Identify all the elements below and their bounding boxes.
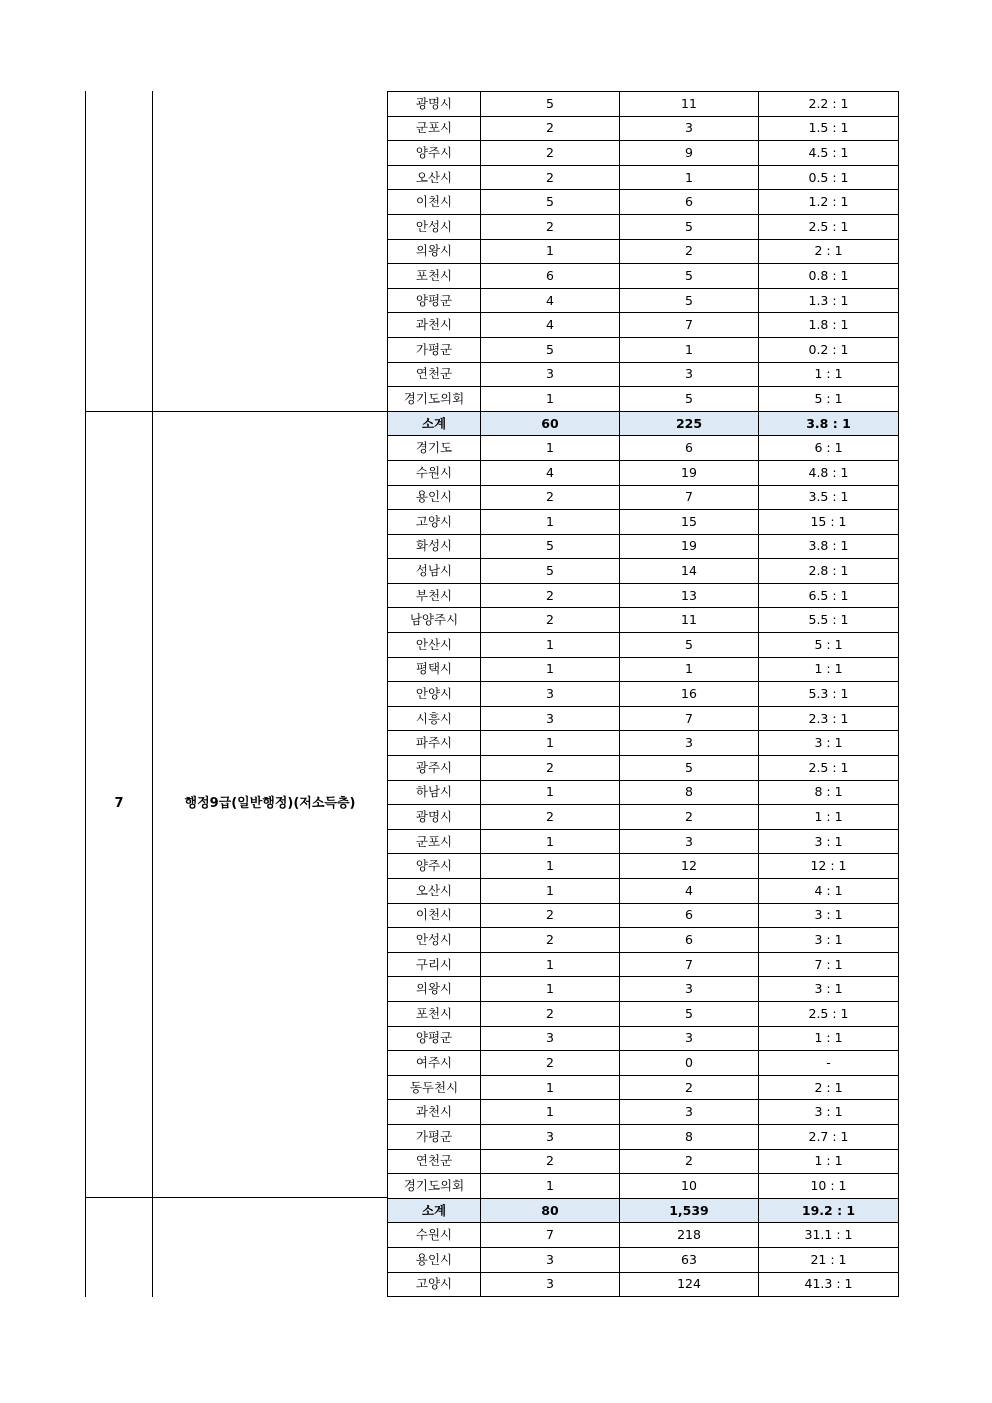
table-row — [388, 141, 899, 166]
applicants-cell: 4 — [620, 879, 759, 904]
region-cell: 양주시 — [388, 141, 481, 166]
ratio-cell: 2 : 1 — [759, 1075, 899, 1100]
table-row — [388, 1001, 899, 1026]
region-cell: 남양주시 — [388, 608, 481, 633]
positions-cell: 3 — [481, 1124, 620, 1149]
ratio-cell: 2.7 : 1 — [759, 1124, 899, 1149]
ratio-cell: 1.5 : 1 — [759, 116, 899, 141]
ratio-cell: 1 : 1 — [759, 1026, 899, 1051]
region-cell: 양주시 — [388, 854, 481, 879]
region-cell: 가평군 — [388, 1124, 481, 1149]
positions-cell: 3 — [481, 1247, 620, 1272]
table-row — [388, 879, 899, 904]
group-separator-top — [85, 411, 387, 412]
applicants-cell: 19 — [620, 534, 759, 559]
applicants-cell: 15 — [620, 510, 759, 535]
region-cell: 양평군 — [388, 288, 481, 313]
table-row — [388, 1124, 899, 1149]
ratio-cell: 0.2 : 1 — [759, 337, 899, 362]
applicants-cell: 5 — [620, 214, 759, 239]
region-cell: 소계 — [388, 411, 481, 436]
applicants-cell: 2 — [620, 1149, 759, 1174]
region-cell: 파주시 — [388, 731, 481, 756]
positions-cell: 6 — [481, 264, 620, 289]
positions-cell: 2 — [481, 141, 620, 166]
positions-cell: 2 — [481, 583, 620, 608]
positions-cell: 1 — [481, 510, 620, 535]
ratio-cell: 3 : 1 — [759, 829, 899, 854]
applicants-cell: 7 — [620, 485, 759, 510]
positions-cell: 1 — [481, 952, 620, 977]
ratio-cell: 3 : 1 — [759, 977, 899, 1002]
group-title: 행정9급(일반행정)(저소득층) — [184, 796, 356, 811]
positions-cell: 4 — [481, 313, 620, 338]
applicants-cell: 8 — [620, 1124, 759, 1149]
table-row — [388, 116, 899, 141]
positions-cell: 1 — [481, 633, 620, 658]
ratio-cell: 4.5 : 1 — [759, 141, 899, 166]
applicants-cell: 7 — [620, 313, 759, 338]
region-cell: 여주시 — [388, 1051, 481, 1076]
positions-cell: 7 — [481, 1223, 620, 1248]
ratio-cell: 5 : 1 — [759, 387, 899, 412]
positions-cell: 4 — [481, 288, 620, 313]
positions-cell: 5 — [481, 92, 620, 117]
ratio-cell: 2.5 : 1 — [759, 214, 899, 239]
region-cell: 안양시 — [388, 682, 481, 707]
positions-cell: 2 — [481, 1149, 620, 1174]
region-cell: 과천시 — [388, 313, 481, 338]
ratio-cell: 31.1 : 1 — [759, 1223, 899, 1248]
applicants-cell: 225 — [620, 411, 759, 436]
positions-cell: 1 — [481, 879, 620, 904]
applicants-cell: 3 — [620, 829, 759, 854]
table-row — [388, 1026, 899, 1051]
applicants-cell: 16 — [620, 682, 759, 707]
region-cell: 소계 — [388, 1198, 481, 1223]
number-column-divider — [152, 91, 153, 1297]
region-cell: 오산시 — [388, 879, 481, 904]
positions-cell: 5 — [481, 190, 620, 215]
positions-cell: 2 — [481, 165, 620, 190]
positions-cell: 5 — [481, 534, 620, 559]
table-row — [388, 92, 899, 117]
table-row — [388, 239, 899, 264]
region-cell: 수원시 — [388, 460, 481, 485]
region-cell: 안산시 — [388, 633, 481, 658]
positions-cell: 3 — [481, 1026, 620, 1051]
positions-cell: 1 — [481, 239, 620, 264]
region-cell: 성남시 — [388, 559, 481, 584]
ratio-cell: 3 : 1 — [759, 903, 899, 928]
region-cell: 용인시 — [388, 485, 481, 510]
applicants-cell: 6 — [620, 928, 759, 953]
applicants-cell: 11 — [620, 608, 759, 633]
positions-cell: 1 — [481, 657, 620, 682]
table-row — [388, 903, 899, 928]
applicants-cell: 1 — [620, 165, 759, 190]
table-row — [388, 829, 899, 854]
table-row — [388, 977, 899, 1002]
applicants-cell: 5 — [620, 288, 759, 313]
table-row — [388, 1174, 899, 1199]
region-cell: 광주시 — [388, 756, 481, 781]
positions-cell: 3 — [481, 362, 620, 387]
positions-cell: 1 — [481, 977, 620, 1002]
ratio-cell: 21 : 1 — [759, 1247, 899, 1272]
positions-cell: 2 — [481, 1001, 620, 1026]
table-row — [388, 1075, 899, 1100]
region-cell: 포천시 — [388, 264, 481, 289]
table-row — [388, 1272, 899, 1297]
applicants-cell: 1 — [620, 337, 759, 362]
table-row — [388, 756, 899, 781]
table-row — [388, 1247, 899, 1272]
positions-cell: 3 — [481, 682, 620, 707]
group-separator-bottom — [85, 1197, 387, 1198]
ratio-cell: 12 : 1 — [759, 854, 899, 879]
applicants-cell: 3 — [620, 1026, 759, 1051]
positions-cell: 5 — [481, 559, 620, 584]
table-row — [388, 657, 899, 682]
applicants-cell: 14 — [620, 559, 759, 584]
positions-cell: 1 — [481, 1174, 620, 1199]
region-cell: 군포시 — [388, 116, 481, 141]
positions-cell: 1 — [481, 1100, 620, 1125]
group-number: 7 — [114, 796, 124, 811]
table-row — [388, 608, 899, 633]
region-cell: 포천시 — [388, 1001, 481, 1026]
region-cell: 부천시 — [388, 583, 481, 608]
table-row — [388, 731, 899, 756]
applicants-cell: 6 — [620, 903, 759, 928]
table-row — [388, 583, 899, 608]
ratio-cell: 4.8 : 1 — [759, 460, 899, 485]
ratio-cell: 1.8 : 1 — [759, 313, 899, 338]
ratio-cell: 2.5 : 1 — [759, 1001, 899, 1026]
positions-cell: 2 — [481, 928, 620, 953]
region-cell: 경기도의회 — [388, 1174, 481, 1199]
ratio-cell: 3 : 1 — [759, 1100, 899, 1125]
region-cell: 동두천시 — [388, 1075, 481, 1100]
applicants-cell: 13 — [620, 583, 759, 608]
applicants-cell: 19 — [620, 460, 759, 485]
table-row — [388, 214, 899, 239]
positions-cell: 3 — [481, 1272, 620, 1297]
ratio-cell: 2.8 : 1 — [759, 559, 899, 584]
table-row — [388, 165, 899, 190]
positions-cell: 1 — [481, 854, 620, 879]
ratio-cell: 19.2 : 1 — [759, 1198, 899, 1223]
table-row — [388, 805, 899, 830]
table-row — [388, 190, 899, 215]
applicants-cell: 5 — [620, 1001, 759, 1026]
positions-cell: 1 — [481, 780, 620, 805]
table-row — [388, 485, 899, 510]
table-row — [388, 1051, 899, 1076]
region-cell: 가평군 — [388, 337, 481, 362]
applicants-cell: 218 — [620, 1223, 759, 1248]
applicants-cell: 3 — [620, 1100, 759, 1125]
subtotal-row — [388, 1198, 899, 1223]
region-cell: 의왕시 — [388, 239, 481, 264]
table-row — [388, 633, 899, 658]
ratio-cell: 6.5 : 1 — [759, 583, 899, 608]
table-row — [388, 928, 899, 953]
positions-cell: 3 — [481, 706, 620, 731]
applicants-cell: 6 — [620, 190, 759, 215]
ratio-cell: 10 : 1 — [759, 1174, 899, 1199]
applicants-cell: 5 — [620, 633, 759, 658]
positions-cell: 60 — [481, 411, 620, 436]
positions-cell: 4 — [481, 460, 620, 485]
region-cell: 이천시 — [388, 190, 481, 215]
applicants-cell: 63 — [620, 1247, 759, 1272]
ratio-cell: 41.3 : 1 — [759, 1272, 899, 1297]
region-cell: 안성시 — [388, 928, 481, 953]
positions-cell: 2 — [481, 805, 620, 830]
applicants-cell: 3 — [620, 731, 759, 756]
region-cell: 오산시 — [388, 165, 481, 190]
region-cell: 이천시 — [388, 903, 481, 928]
positions-cell: 2 — [481, 116, 620, 141]
ratio-cell: 0.8 : 1 — [759, 264, 899, 289]
ratio-cell: 3 : 1 — [759, 731, 899, 756]
applicants-cell: 8 — [620, 780, 759, 805]
region-cell: 연천군 — [388, 1149, 481, 1174]
table-row — [388, 362, 899, 387]
region-cell: 양평군 — [388, 1026, 481, 1051]
results-table — [387, 91, 899, 1297]
table-row — [388, 436, 899, 461]
region-cell: 하남시 — [388, 780, 481, 805]
ratio-cell: 5 : 1 — [759, 633, 899, 658]
ratio-cell: 6 : 1 — [759, 436, 899, 461]
ratio-cell: 1.3 : 1 — [759, 288, 899, 313]
table-row — [388, 1149, 899, 1174]
table-row — [388, 1100, 899, 1125]
ratio-cell: 3.8 : 1 — [759, 411, 899, 436]
applicants-cell: 0 — [620, 1051, 759, 1076]
table-row — [388, 1223, 899, 1248]
ratio-cell: - — [759, 1051, 899, 1076]
ratio-cell: 5.5 : 1 — [759, 608, 899, 633]
ratio-cell: 1 : 1 — [759, 657, 899, 682]
region-cell: 수원시 — [388, 1223, 481, 1248]
table-row — [388, 510, 899, 535]
applicants-cell: 1 — [620, 657, 759, 682]
subtotal-row — [388, 411, 899, 436]
table-row — [388, 952, 899, 977]
applicants-cell: 12 — [620, 854, 759, 879]
region-cell: 광명시 — [388, 92, 481, 117]
table-row — [388, 559, 899, 584]
table-row — [388, 534, 899, 559]
region-cell: 의왕시 — [388, 977, 481, 1002]
applicants-cell: 2 — [620, 1075, 759, 1100]
table-row — [388, 460, 899, 485]
table-row — [388, 387, 899, 412]
results-table-body — [388, 92, 899, 1297]
region-cell: 평택시 — [388, 657, 481, 682]
region-cell: 구리시 — [388, 952, 481, 977]
ratio-cell: 3.8 : 1 — [759, 534, 899, 559]
positions-cell: 2 — [481, 1051, 620, 1076]
ratio-cell: 1 : 1 — [759, 362, 899, 387]
applicants-cell: 9 — [620, 141, 759, 166]
ratio-cell: 2.5 : 1 — [759, 756, 899, 781]
table-row — [388, 313, 899, 338]
applicants-cell: 2 — [620, 805, 759, 830]
positions-cell: 5 — [481, 337, 620, 362]
ratio-cell: 0.5 : 1 — [759, 165, 899, 190]
region-cell: 연천군 — [388, 362, 481, 387]
applicants-cell: 3 — [620, 116, 759, 141]
applicants-cell: 2 — [620, 239, 759, 264]
ratio-cell: 1 : 1 — [759, 1149, 899, 1174]
region-cell: 시흥시 — [388, 706, 481, 731]
applicants-cell: 5 — [620, 387, 759, 412]
region-cell: 화성시 — [388, 534, 481, 559]
applicants-cell: 5 — [620, 756, 759, 781]
ratio-cell: 1.2 : 1 — [759, 190, 899, 215]
positions-cell: 1 — [481, 1075, 620, 1100]
applicants-cell: 5 — [620, 264, 759, 289]
applicants-cell: 7 — [620, 952, 759, 977]
region-cell: 경기도 — [388, 436, 481, 461]
region-cell: 안성시 — [388, 214, 481, 239]
applicants-cell: 11 — [620, 92, 759, 117]
region-cell: 과천시 — [388, 1100, 481, 1125]
ratio-cell: 15 : 1 — [759, 510, 899, 535]
ratio-cell: 7 : 1 — [759, 952, 899, 977]
applicants-cell: 3 — [620, 977, 759, 1002]
positions-cell: 2 — [481, 903, 620, 928]
positions-cell: 1 — [481, 829, 620, 854]
table-row — [388, 780, 899, 805]
positions-cell: 2 — [481, 756, 620, 781]
region-cell: 광명시 — [388, 805, 481, 830]
ratio-cell: 1 : 1 — [759, 805, 899, 830]
table-row — [388, 854, 899, 879]
region-cell: 군포시 — [388, 829, 481, 854]
table-row — [388, 288, 899, 313]
applicants-cell: 7 — [620, 706, 759, 731]
applicants-cell: 1,539 — [620, 1198, 759, 1223]
region-cell: 용인시 — [388, 1247, 481, 1272]
positions-cell: 2 — [481, 214, 620, 239]
positions-cell: 2 — [481, 485, 620, 510]
ratio-cell: 2.3 : 1 — [759, 706, 899, 731]
table-row — [388, 706, 899, 731]
ratio-cell: 2 : 1 — [759, 239, 899, 264]
left-border-line — [85, 91, 86, 1297]
positions-cell: 1 — [481, 731, 620, 756]
positions-cell: 1 — [481, 436, 620, 461]
applicants-cell: 124 — [620, 1272, 759, 1297]
ratio-cell: 3.5 : 1 — [759, 485, 899, 510]
ratio-cell: 8 : 1 — [759, 780, 899, 805]
applicants-cell: 10 — [620, 1174, 759, 1199]
ratio-cell: 2.2 : 1 — [759, 92, 899, 117]
applicants-cell: 3 — [620, 362, 759, 387]
table-row — [388, 682, 899, 707]
positions-cell: 80 — [481, 1198, 620, 1223]
positions-cell: 1 — [481, 387, 620, 412]
region-cell: 경기도의회 — [388, 387, 481, 412]
ratio-cell: 3 : 1 — [759, 928, 899, 953]
applicants-cell: 6 — [620, 436, 759, 461]
table-row — [388, 337, 899, 362]
table-row — [388, 264, 899, 289]
region-cell: 고양시 — [388, 510, 481, 535]
region-cell: 고양시 — [388, 1272, 481, 1297]
ratio-cell: 4 : 1 — [759, 879, 899, 904]
ratio-cell: 5.3 : 1 — [759, 682, 899, 707]
positions-cell: 2 — [481, 608, 620, 633]
